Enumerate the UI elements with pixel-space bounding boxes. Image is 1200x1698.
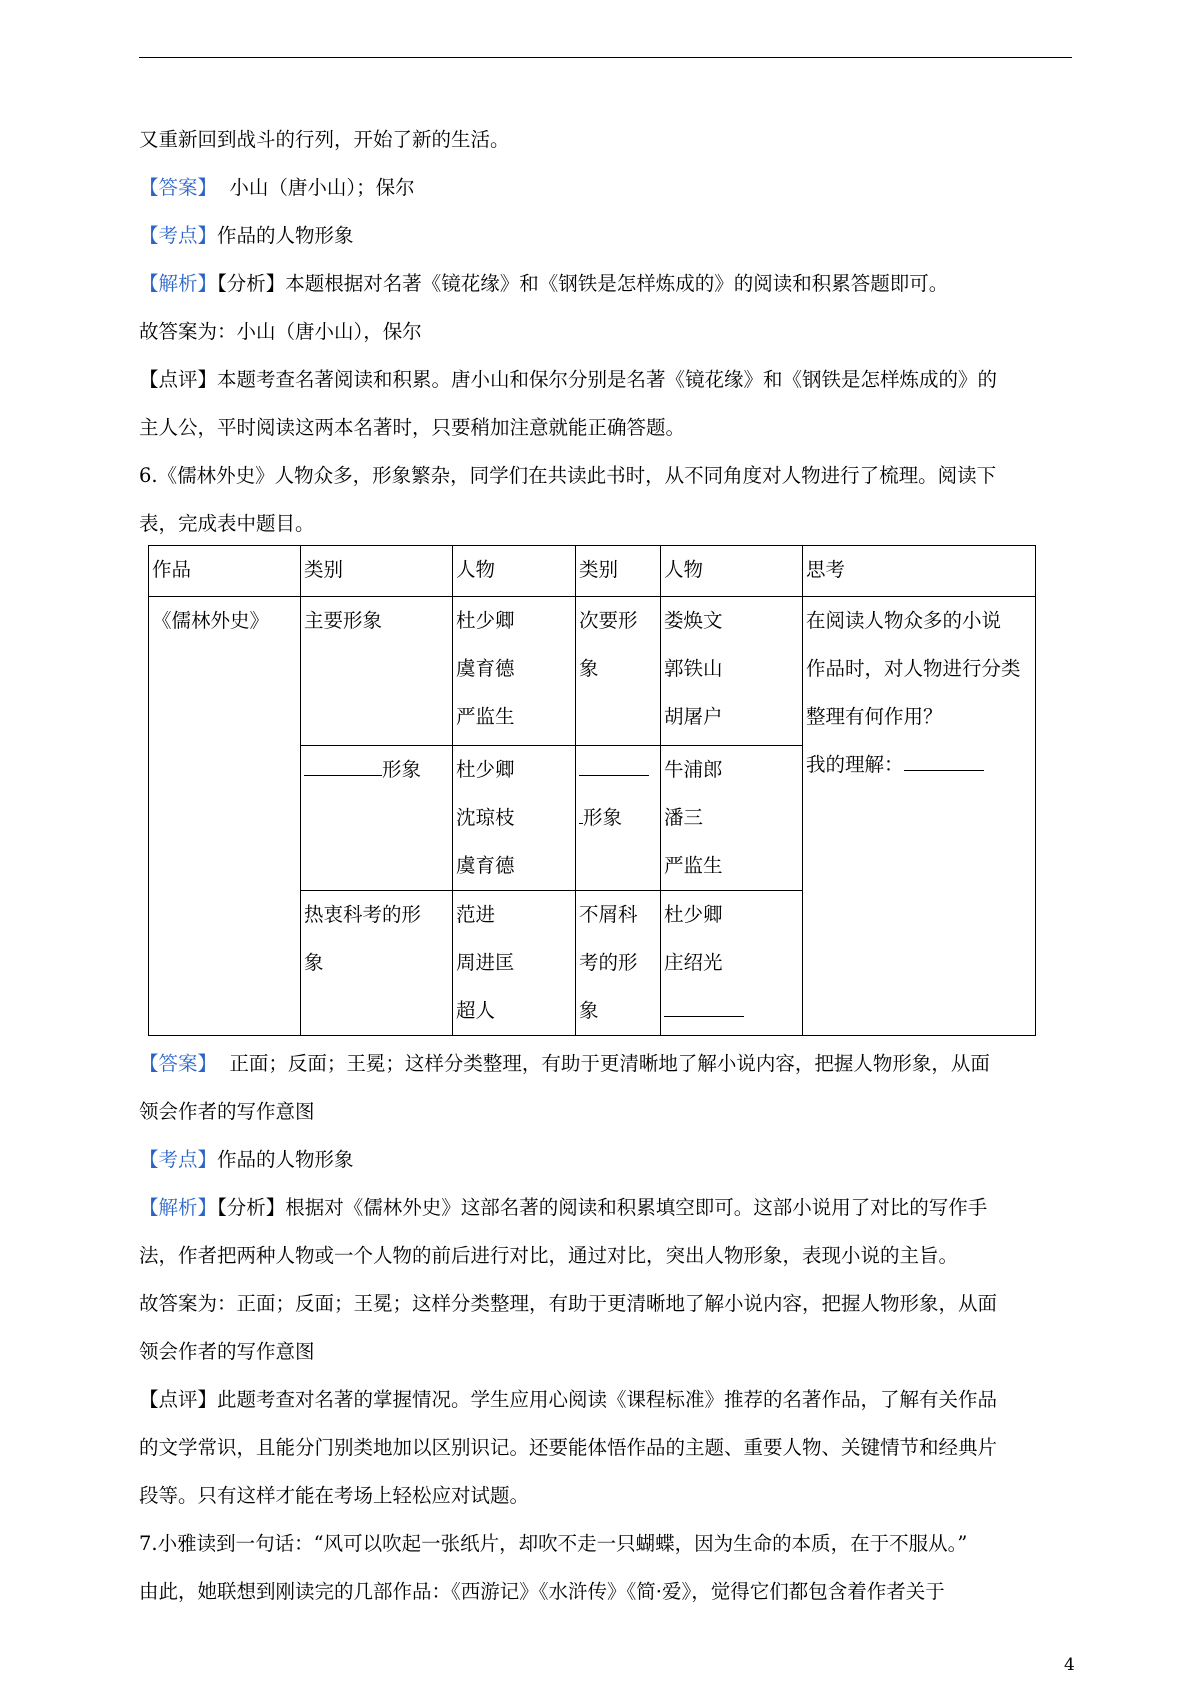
jiexi-tag: 【解析】 <box>139 272 218 295</box>
q6-jiexi-line-2: 法，作者把两种人物或一个人物的前后进行对比，通过对比，突出人物形象，表现小说的主旨。 <box>139 1244 959 1267</box>
q6-stem-line-2: 表，完成表中题目。 <box>139 512 315 535</box>
q7-stem-line-2: 由此，她联想到刚读完的几部作品：《西游记》《水浒传》《简·爱》，觉得它们都包含着作者关于 <box>139 1580 945 1603</box>
answer-blank[interactable] <box>579 759 649 776</box>
header-cell: 类别 <box>576 546 661 597</box>
q6-kaodian-line <box>139 1136 1079 1184</box>
upper-text-block <box>139 116 1079 548</box>
answer-text: 小山（唐小山）；保尔 <box>229 176 415 199</box>
kaodian-text: 作品的人物形象 <box>217 1148 354 1171</box>
q6-dianping-line-3: 段等。只有这样才能在考场上轻松应对试题。 <box>139 1484 530 1507</box>
thinking-cell: 在阅读人物众多的小说 作品时，对人物进行分类 整理有何作用？ 我的理解： <box>803 597 1036 1036</box>
header-cell: 思考 <box>803 546 1036 597</box>
people-cell: 牛浦郎 潘三 严监生 <box>661 746 803 891</box>
q6-answer-line <box>139 1040 1079 1088</box>
people-cell: 杜少卿 虞育德 严监生 <box>453 597 576 746</box>
q7-stem-line-1: 7.小雅读到一句话：“风可以吹起一张纸片，却吹不走一只蝴蝶，因为生命的本质，在于不服从。” <box>139 1532 968 1555</box>
jiexi-text: 【分析】根据对《儒林外史》这部名著的阅读和积累填空即可。这部小说用了对比的写作手 <box>217 1196 988 1219</box>
my-understanding-label: 我的理解： <box>806 753 904 776</box>
answer-tag: 【答案】 <box>139 1052 218 1075</box>
page-number: 4 <box>1064 1655 1075 1675</box>
answer-blank[interactable] <box>664 1000 744 1017</box>
header-cell: 人物 <box>661 546 803 597</box>
category-cell: 不屑科 考的形 象 <box>576 891 661 1036</box>
text-line: 又重新回到战斗的行列，开始了新的生活。 <box>139 128 510 151</box>
category-cell: 主要形象 <box>301 597 453 746</box>
q6-jiexi-line <box>139 1184 1079 1232</box>
answer-text: 正面；反面；王冕；这样分类整理，有助于更清晰地了解小说内容，把握人物形象，从面 <box>229 1052 990 1075</box>
q6-dianping-line-1: 【点评】此题考查对名著的掌握情况。学生应用心阅读《课程标准》推荐的名著作品，了解有关作品 <box>139 1388 998 1411</box>
q6-guda-line-1: 故答案为：正面；反面；王冕；这样分类整理，有助于更清晰地了解小说内容，把握人物形象，从面 <box>139 1292 998 1315</box>
q6-dianping-line-2: 的文学常识，且能分门别类地加以区别识记。还要能体悟作品的主题、重要人物、关键情节和经典片 <box>139 1436 998 1459</box>
kaodian-tag: 【考点】 <box>139 1148 218 1171</box>
table-row <box>149 597 1036 746</box>
q5-kaodian-line <box>139 212 1079 260</box>
category-cell: 次要形 象 <box>576 597 661 746</box>
answer-blank[interactable] <box>904 754 984 771</box>
header-cell: 人物 <box>453 546 576 597</box>
kaodian-tag: 【考点】 <box>139 224 218 247</box>
header-cell: 作品 <box>149 546 301 597</box>
people-cell: 娄焕文 郭铁山 胡屠户 <box>661 597 803 746</box>
answer-blank[interactable] <box>304 759 382 776</box>
table-header-row <box>149 546 1036 597</box>
people-cell: 杜少卿 庄绍光 <box>661 891 803 1036</box>
category-cell: 热衷科考的形 象 <box>301 891 453 1036</box>
kaodian-text: 作品的人物形象 <box>217 224 354 247</box>
work-cell: 《儒林外史》 <box>149 597 301 1036</box>
jiexi-tag: 【解析】 <box>139 1196 218 1219</box>
people-cell: 范进 周进匡 超人 <box>453 891 576 1036</box>
header-rule <box>139 57 1072 58</box>
q6-guda-line-2: 领会作者的写作意图 <box>139 1340 315 1363</box>
jiexi-text: 【分析】本题根据对名著《镜花缘》和《钢铁是怎样炼成的》的阅读和积累答题即可。 <box>217 272 949 295</box>
header-cell: 类别 <box>301 546 453 597</box>
q5-guda-line: 故答案为：小山（唐小山），保尔 <box>139 320 422 343</box>
q6-stem-line-1: 6.《儒林外史》人物众多，形象繁杂，同学们在共读此书时，从不同角度对人物进行了梳理。阅读下 <box>139 464 997 487</box>
lower-text-block <box>139 1040 1079 1616</box>
character-table <box>148 545 1036 1036</box>
category-cell: 形象 <box>301 746 453 891</box>
people-cell: 杜少卿 沈琼枝 虞育德 <box>453 746 576 891</box>
q6-answer-line-2: 领会作者的写作意图 <box>139 1100 315 1123</box>
answer-tag: 【答案】 <box>139 176 218 199</box>
category-cell: 形象 <box>576 746 661 891</box>
q5-answer-line <box>139 164 1079 212</box>
q5-jiexi-line <box>139 260 1079 308</box>
q5-dianping-line-2: 主人公，平时阅读这两本名著时，只要稍加注意就能正确答题。 <box>139 416 686 439</box>
q5-dianping-line-1: 【点评】本题考查名著阅读和积累。唐小山和保尔分别是名著《镜花缘》和《钢铁是怎样炼成的》的 <box>139 368 998 391</box>
